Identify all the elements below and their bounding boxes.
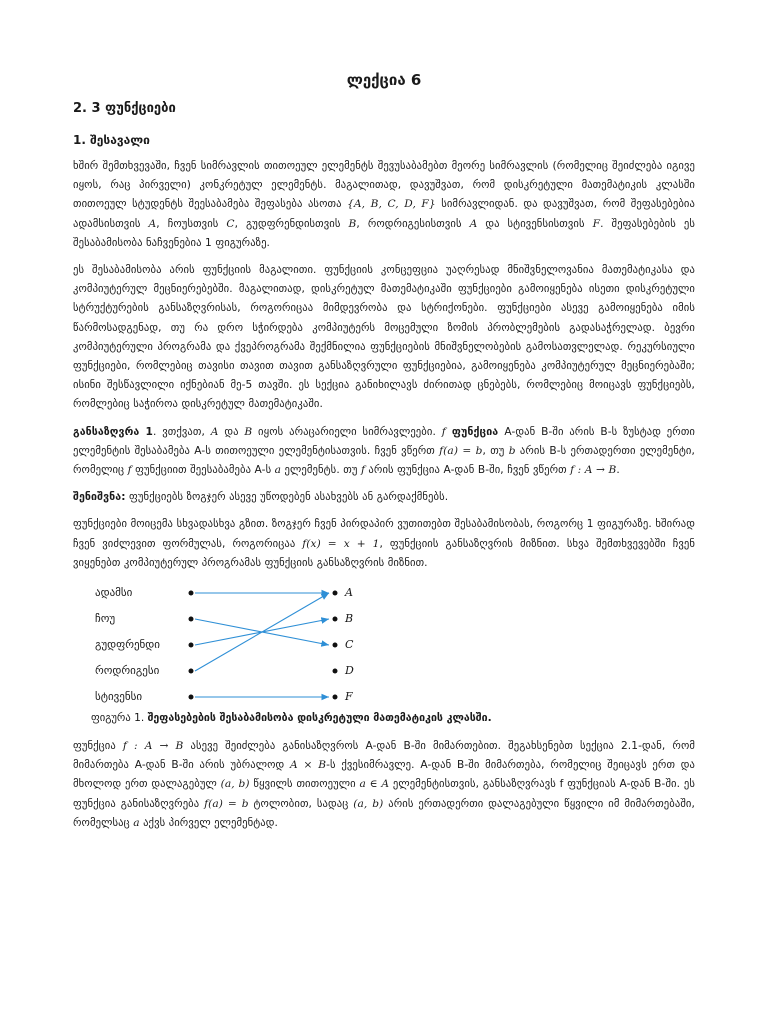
relation-paragraph: ფუნქცია f : A → B ასევე შეიძლება განისაზღვროს A-დან B-ში მიმართებით. შეგახსენებთ სექცია 2.1-დან, რომ მიმართება A-დან B-ში არის უბრალოდ A × B-ს ქვესიმრავლე. A-დან B-ში მიმართება, რომელიც შეიცავს ერთ და მხოლოდ ერთ დალაგებულ (a, b) წყვილს თითოეული a ∈ A ელემენტისთვის, განსაზღვრავს f ფუნქციას A-დან B-ში. ეს ფუნქცია განისაზღვრება f(a) = b ტოლობით, სადაც (a, b) არის ერთადერთი დალაგებული წყვილი იმ მიმართებაში, რომელსაც a აქვს პირველ ელემენტად. — [73, 740, 696, 829]
lecture-title: ლექცია 6 — [346, 71, 422, 89]
student-label: გუდფრენდი — [95, 638, 160, 652]
functions-importance-paragraph: ეს შესაბამისობა არის ფუნქციის მაგალითი. ფუნქციის კონცეფცია უაღრესად მნიშვნელოვანია მათემატიკასა და კომპიუტერულ მეცნიერებებში. მაგალითად, დისკრეტულ მათემატიკაში ფუნქციები გამოიყენება ისეთი დისკრეტული სტრუქტურების განსაზღვრისას, როგორიცაა მიმდევრობა და სტრიქონები. ფუნქციები ასევე გამოიყენება იმის წარმოსადგენად, თუ რა დრო სჭირდება კომპიუტერს მოცემული ზომის პრობლემების გადასაჭრელად. ბევრი კომპიუტერული პროგრამა და ქვეპროგრამა შექმნილია ფუნქციების მნიშვნელობების გამოსათვლელად. რეკურსიული ფუნქციები, რომლებიც თავისი თავით თავით განსაზღვრული ფუნქციებია, გამოიყენება კომპიუტერულ მეცნიერებაში; ისინი შესწავლილი იქნებიან მე-5 თავში. ეს სექცია განიხილავს ძირითად ცნებებს, რომლებიც მოიცავს ფუნქციებს, რომლებიც საჭიროა დისკრეტულ მათემატიკაში. — [73, 264, 695, 411]
intro-paragraph: ხშირ შემთხვევაში, ჩვენ სიმრავლის თითოეულ ელემენტს შევუსაბამებთ მეორე სიმრავლის (რომელიც შეიძლება იგივე იყოს, რაც პირველი) კონკრეტულ ელემენტს. მაგალითად, დავუშვათ, რომ დისკრეტული მათემატიკის კლასში თითოეულ სტუდენტს შეესაბამება შეფასება ასოთა {A, B, C, D, F} სიმრავლიდან. და დავუშვათ, რომ შეფასებებია ადამსისთვის A, ჩოუსთვის C, გუდფრენდისთვის B, როდრიგესისთვის A და სტივენსისთვის F. შეფასებების ეს შესაბამისობა ნაჩვენებია 1 ფიგურაზე. — [73, 160, 695, 249]
grade-point — [333, 669, 338, 674]
figure-caption: ფიგურა 1. შეფასებების შესაბამისობა დისკრეტული მათემატიკის კლასში. — [91, 712, 492, 725]
student-label: როდრიგესი — [95, 664, 160, 678]
section-heading: 2. 3 ფუნქციები — [73, 101, 176, 116]
student-label: ადამსი — [95, 586, 133, 600]
student-point — [189, 643, 194, 648]
grade-label: F — [345, 690, 353, 704]
grade-label: B — [345, 612, 354, 626]
mapping-arrow — [195, 593, 329, 671]
grade-label: A — [345, 586, 353, 600]
student-label: სტივენსი — [95, 690, 143, 704]
grade-label: D — [345, 664, 354, 678]
grade-point — [333, 591, 338, 596]
definition-paragraph: განსაზღვრა 1. ვთქვათ, A და B იყოს არაცარიელი სიმრავლეები. f ფუნქცია A-დან B-ში არის B-ს ზუსტად ერთი ელემენტის შესაბამება A-ს თითოეული ელემენტისათვის. ჩვენ ვწერთ f(a) = b, თუ b არის B-ს ერთადერთი ელემენტი, რომელიც f ფუნქციით შეესაბამება A-ს a ელემენტს. თუ f არის ფუნქცია A-დან B-ში, ჩვენ ვწერთ f : A → B. — [73, 425, 695, 477]
definition-label: განსაზღვრა 1 — [73, 425, 153, 438]
document-page — [73, 70, 695, 841]
student-label: ჩოუ — [95, 612, 116, 626]
subsection-heading: 1. შესავალი — [73, 133, 150, 147]
note-label: შენიშვნა: — [73, 491, 126, 504]
grade-label: C — [345, 638, 354, 652]
note-paragraph: შენიშვნა: ფუნქციებს ზოგჯერ ასევე უწოდებენ ასახვებს ან გარდაქმნებს. — [73, 491, 449, 504]
student-point — [189, 695, 194, 700]
student-point — [189, 669, 194, 674]
grade-mapping-figure — [73, 581, 695, 703]
student-point — [189, 591, 194, 596]
student-point — [189, 617, 194, 622]
function-specification-paragraph: ფუნქციები მოიცემა სხვადასხვა გზით. ზოგჯერ ჩვენ პირდაპირ ვუთითებთ შესაბამისობას, როგორც 1 ფიგურაზე. ხშირად ჩვენ ვიძლევით ფორმულას, როგორიცაა f(x) = x + 1, ფუნქციის განსაზღვრის მიზნით. სხვა შემთხვევებში ჩვენ ვიყენებთ კომპიუტერულ პროგრამას ფუნქციის განსაზღვრის მიზნით. — [73, 518, 695, 569]
grade-point — [333, 695, 338, 700]
grade-point — [333, 617, 338, 622]
grade-point — [333, 643, 338, 648]
